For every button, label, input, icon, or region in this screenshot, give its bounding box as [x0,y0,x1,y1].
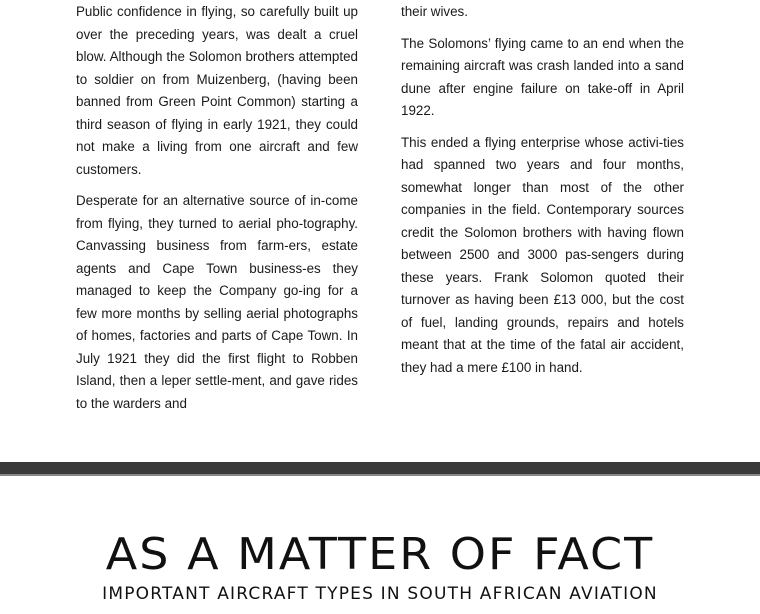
paragraph-public-confidence: Public confidence in flying, so carefully built up over the preceding years, was dealt a cruel blow. Although the Solomon brothers attempted to soldier on from Muizenberg, (having been banned from Green Point Common) starting a third season of flying in early 1921, they could not make a living from one aircraft and few customers. [76,4,358,177]
section-divider [0,462,760,476]
paragraph-aerial-photography: Desperate for an alternative source of in-come from flying, they turned to aerial pho-tography. Canvassing business from farm-ers, estate agents and Cape Town business-es they managed to keep the Company go-ing for a few more months by selling aerial photographs of homes, factories and parts of Cape Town. In July 1921 they did the first flight to Robben Island, then a leper settle-ment, and gave rides to the warders and [76,193,358,411]
paragraph-enterprise-summary: This ended a flying enterprise whose activi-ties had spanned two years and four months, somewhat longer than most of the other companies in the field. Contemporary sources credit the Solomon brothers with having flown between 2500 and 3000 pas-sengers during these years. Frank Solomon quoted their turnover as having been £13 000, but the cost of fuel, landing grounds, repairs and hotels meant that at the time of the fatal air accident, they had a mere £100 in hand. [401,134,684,375]
right-text-column [401,1,684,388]
banner-subtitle: IMPORTANT AIRCRAFT TYPES IN SOUTH AFRICAN AVIATION [102,584,658,604]
banner-title: AS A MATTER OF FACT [105,528,655,580]
left-text-column [76,1,358,424]
paragraph-flying-end: The Solomons’ flying came to an end when the remaining aircraft was crash landed into a sand dune after engine failure on take-off in April 1922. [401,35,684,118]
paragraph-their-wives: their wives. [401,4,468,19]
